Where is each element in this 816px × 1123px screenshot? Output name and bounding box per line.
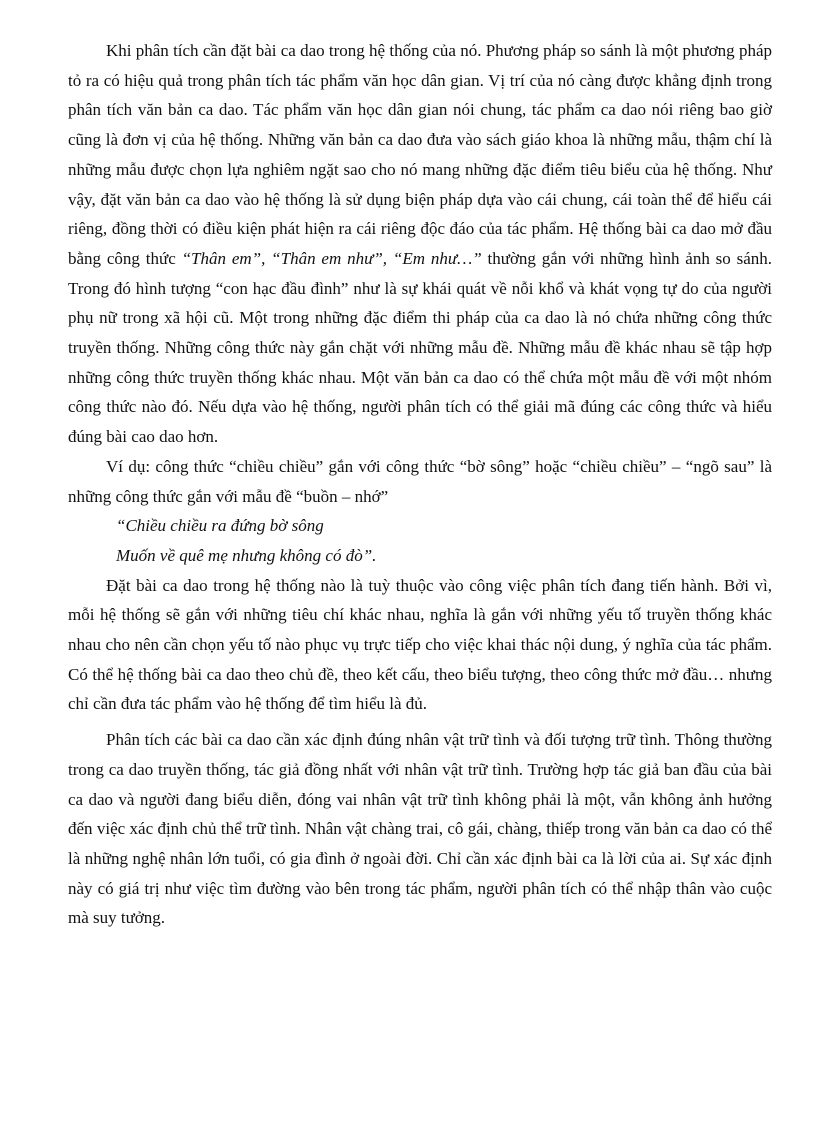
paragraph-example: Ví dụ: công thức “chiều chiều” gắn với công thức “bờ sông” hoặc “chiều chiều” – “ngõ sau” là những công thức gắn với mẫu đề “buồn – nhớ” xyxy=(68,456,772,506)
verse-line-2: Muốn về quê mẹ nhưng không có đò”. xyxy=(116,545,377,565)
paragraph-lyrical-character: Phân tích các bài ca dao cần xác định đúng nhân vật trữ tình và đối tượng trữ tình. Thông thường trong ca dao truyền thống, tác giả đồng nhất với nhân vật trữ tình. Trường hợp tác giả ban đầu của bài ca dao và người đang biểu diễn, đóng vai nhân vật trữ tình không phải là một, vẫn không ảnh hưởng đến việc xác định chủ thể trữ tình. Nhân vật chàng trai, cô gái, chàng, thiếp trong văn bản ca dao có thể là những nghệ nhân lớn tuổi, có gia đình ở ngoài đời. Chỉ cần xác định bài ca là lời của ai. Sự xác định này có giá trị như việc tìm đường vào bên trong tác phẩm, người phân tích có thể nhập thân vào cuộc mà suy tưởng. xyxy=(68,730,772,928)
paragraph-intro-text-2: thường gắn với những hình ảnh so sánh. Trong đó hình tượng “con hạc đầu đình” như là sự khái quát về nỗi khổ và khát vọng tự do của người phụ nữ trong xã hội cũ. Một trong những đặc điểm thi pháp của ca dao là nó chứa những công thức truyền thống. Những công thức này gắn chặt với những mẫu đề. Những mẫu đề khác nhau sẽ tập hợp những công thức truyền thống khác nhau. Một văn bản ca dao có thể chứa một mẫu đề với một nhóm công thức nào đó. Nếu dựa vào hệ thống, người phân tích có thể giải mã đúng các công thức và hiểu đúng bài cao dao hơn. xyxy=(68,248,773,447)
paragraph-intro xyxy=(68,36,772,452)
opening-formulas: “Thân em”, “Thân em như”, “Em như…” xyxy=(181,248,482,268)
paragraph-system-choice: Đặt bài ca dao trong hệ thống nào là tuỳ thuộc vào công việc phân tích đang tiến hành. Bởi vì, mỗi hệ thống sẽ gắn với những tiêu chí khác nhau, nghĩa là gắn với những yếu tố truyền thống khác nhau cho nên cần chọn yếu tố nào phục vụ trực tiếp cho việc khai thác nội dung, ý nghĩa của tác phẩm. Có thể hệ thống bài ca dao theo chủ đề, theo kết cấu, theo biểu tượng, theo công thức mở đầu… nhưng chỉ cần đưa tác phẩm vào hệ thống để tìm hiểu là đủ. xyxy=(68,575,772,714)
paragraph-intro-text-1: Khi phân tích cần đặt bài ca dao trong hệ thống của nó. Phương pháp so sánh là một phương pháp tỏ ra có hiệu quả trong phân tích tác phẩm văn học dân gian. Vị trí của nó càng được khẳng định trong phân tích văn bản ca dao. Tác phẩm văn học dân gian nói chung, tác phẩm ca dao nói riêng bao giờ cũng là đơn vị của hệ thống. Những văn bản ca dao đưa vào sách giáo khoa là những mẫu, thậm chí là những mẫu được chọn lựa nghiêm ngặt sao cho nó mang những đặc điểm tiêu biểu của hệ thống. Như vậy, đặt văn bản ca dao vào hệ thống là sử dụng biện pháp dựa vào cái chung, cái toàn thể để hiểu cái riêng, đồng thời có điều kiện phát hiện ra cái riêng độc đáo của tác phẩm. Hệ thống bài ca dao mở đầu bằng công thức xyxy=(68,41,772,268)
document-page xyxy=(68,36,772,933)
folk-verse-quote xyxy=(68,511,772,570)
verse-line-1: “Chiều chiều ra đứng bờ sông xyxy=(116,516,324,536)
